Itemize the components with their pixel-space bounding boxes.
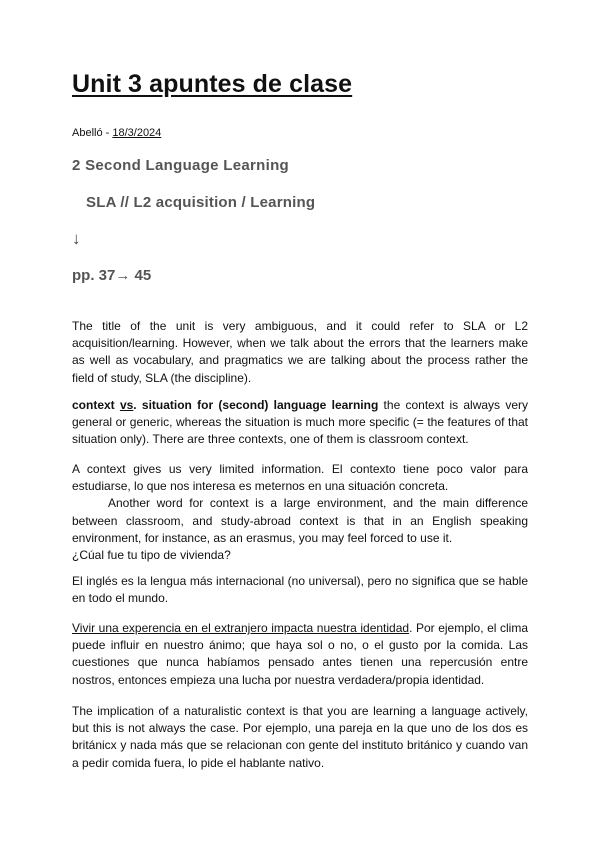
paragraph-context-vs-situation bbox=[72, 397, 528, 449]
date: 18/3/2024 bbox=[112, 127, 162, 139]
paragraph-english-international: El inglés es la lengua más internacional (no universal), pero no significa que se hable en todo el mundo. bbox=[72, 574, 528, 606]
paragraph-question: ¿Cúal fue tu tipo de vivienda? bbox=[72, 548, 231, 563]
paragraph-text: the context is always very general or generic, whereas the situation is much more specific (= the features of that situation only). There are three contexts, one of them is classroom context. bbox=[72, 398, 528, 447]
page-title: Unit 3 apuntes de clase bbox=[72, 70, 353, 98]
bold-term-situation: . situation for (second) language learning bbox=[133, 398, 379, 412]
underlined-statement: Vivir una experencia en el extranjero impacta nuestra identidad bbox=[72, 621, 410, 635]
author-date-line bbox=[72, 127, 161, 139]
paragraph-line: A context gives us very limited information. El contexto tiene poco valor para estudiarse, lo que nos interesa es meternos en una situación concreta. bbox=[72, 462, 528, 494]
paragraph-line-indented: Another word for context is a large environment, and the main difference between classroom, and study-abroad context is that in an English speaking environment, for instance, as an erasmus, you may feel forced to use it. bbox=[72, 496, 528, 545]
paragraph-unit-title: The title of the unit is very ambiguous, and it could refer to SLA or L2 acquisition/learning. However, when we talk about the errors that the learners make as well as vocabulary, and pragmatics we are talking about the process rather the field of study, SLA (the discipline). bbox=[72, 319, 528, 385]
section-heading: 2 Second Language Learning bbox=[72, 157, 290, 174]
paragraph-naturalistic-context: The implication of a naturalistic context is that you are learning a language actively, but this is not always the case. Por ejemplo, una pareja en la que uno de los dos es británicx y nada más que se relacionan con gente del instituto británico y cuando van a pedir comida fuera, lo pide el hablante nativo. bbox=[72, 704, 528, 770]
paragraph-context-info bbox=[72, 461, 528, 564]
subsection-heading: SLA // L2 acquisition / Learning bbox=[86, 194, 316, 211]
paragraph-identity bbox=[72, 620, 528, 689]
down-arrow-icon: ↓ bbox=[72, 229, 81, 248]
author-name: Abelló - bbox=[72, 127, 113, 139]
page-reference: pp. 37→ 45 bbox=[72, 267, 152, 284]
bold-term-vs: vs bbox=[119, 398, 134, 412]
paragraph-text: . Por ejemplo, el clima puede influir en nuestro ánimo; que haya sol o no, o el gusto por la comida. Las cuestiones que nunca habíamos pensado antes tienen una repercusión entre nostros, entonces empieza una lucha por nuestra verdadera/propia identidad. bbox=[72, 621, 528, 687]
bold-term-context: context bbox=[72, 398, 120, 412]
